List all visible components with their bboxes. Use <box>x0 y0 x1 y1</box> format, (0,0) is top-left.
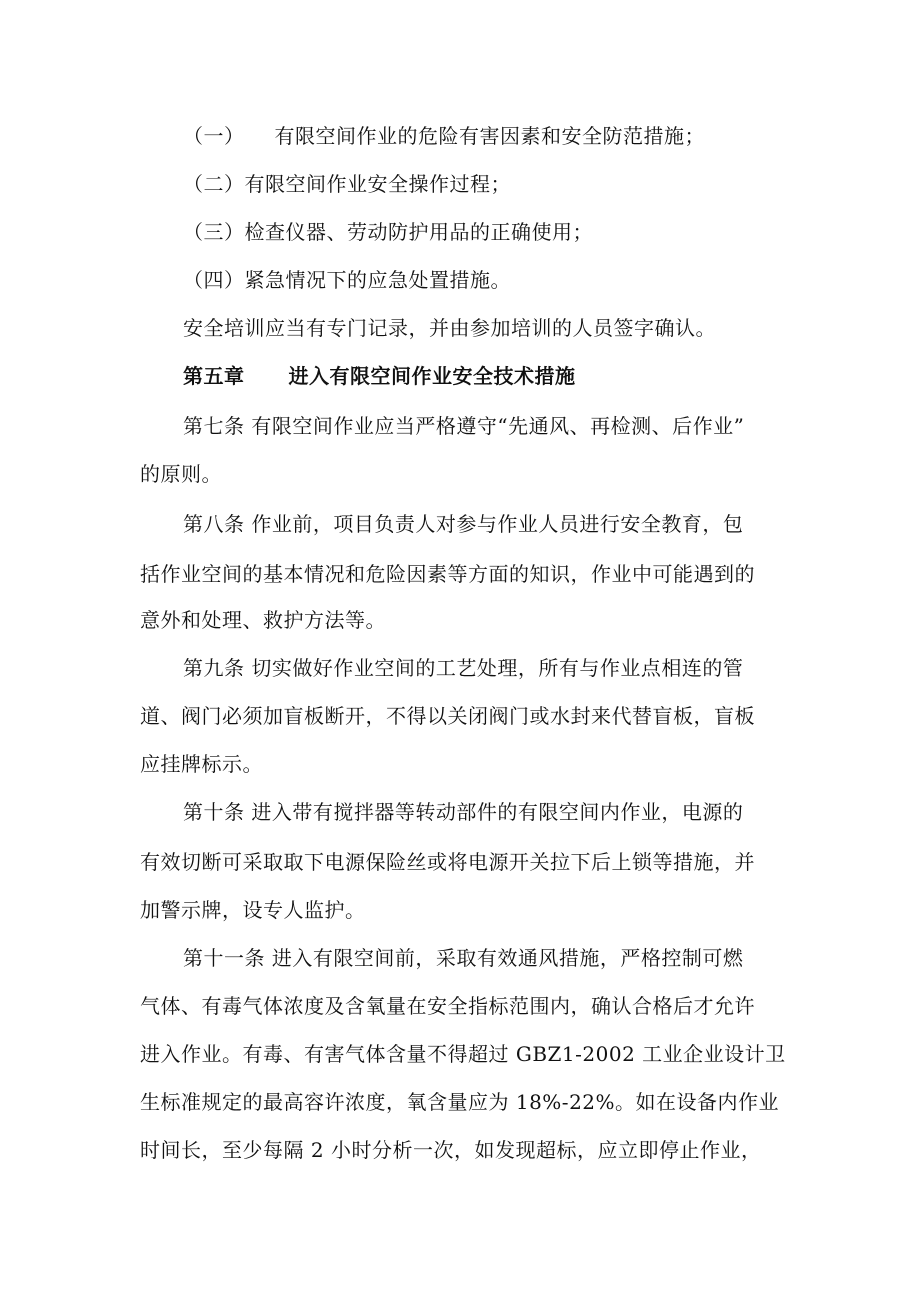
list-marker: （一） <box>183 124 245 148</box>
article-9-line-1: 第九条 切实做好作业空间的工艺处理，所有与作业点相连的管 <box>183 656 744 680</box>
article-10-line-3: 加警示牌，设专人监护。 <box>140 898 366 922</box>
list-text: 有限空间作业安全操作过程； <box>244 172 511 196</box>
article-7-line-1: 第七条 有限空间作业应当严格遵守“先通风、再检测、后作业” <box>183 414 745 438</box>
article-9-line-2: 道、阀门必须加盲板断开，不得以关闭阀门或水封来代替盲板，盲板 <box>140 704 755 728</box>
article-10-line-2: 有效切断可采取取下电源保险丝或将电源开关拉下后上锁等措施，并 <box>140 850 755 874</box>
article-11-line-5: 时间长，至少每隔 2 小时分析一次，如发现超标，应立即停止作业， <box>140 1138 762 1162</box>
chapter-number: 第五章 <box>183 364 245 388</box>
list-marker: （三） <box>183 220 245 244</box>
article-8-line-3: 意外和处理、救护方法等。 <box>140 608 386 632</box>
list-item-4 <box>183 268 511 292</box>
chapter-title: 进入有限空间作业安全技术措施 <box>288 364 576 388</box>
list-item-3 <box>183 220 593 244</box>
list-text: 紧急情况下的应急处置措施。 <box>244 268 511 292</box>
list-item-1 <box>183 124 705 148</box>
article-8-line-2: 括作业空间的基本情况和危险因素等方面的知识，作业中可能遇到的 <box>140 562 755 586</box>
article-10-line-1: 第十条 进入带有搅拌器等转动部件的有限空间内作业，电源的 <box>183 800 744 824</box>
article-7-line-2: 的原则。 <box>140 462 222 486</box>
list-text: 有限空间作业的危险有害因素和安全防范措施； <box>274 124 705 148</box>
list-item-2 <box>183 172 511 196</box>
chapter-heading <box>183 364 576 388</box>
training-note: 安全培训应当有专门记录，并由参加培训的人员签字确认。 <box>183 316 716 340</box>
article-11-line-3: 进入作业。有毒、有害气体含量不得超过 GBZ1-2002 工业企业设计卫 <box>140 1042 786 1066</box>
list-text: 检查仪器、劳动防护用品的正确使用； <box>244 220 593 244</box>
list-marker: （二） <box>183 172 245 196</box>
article-11-line-4: 生标准规定的最高容许浓度，氧含量应为 18%-22%。如在设备内作业 <box>140 1090 780 1114</box>
article-11-line-2: 气体、有毒气体浓度及含氧量在安全指标范围内，确认合格后才允许 <box>140 994 755 1018</box>
article-8-line-1: 第八条 作业前，项目负责人对参与作业人员进行安全教育，包 <box>183 512 744 536</box>
article-11-line-1: 第十一条 进入有限空间前，采取有效通风措施，严格控制可燃 <box>183 946 744 970</box>
article-9-line-3: 应挂牌标示。 <box>140 752 263 776</box>
list-marker: （四） <box>183 268 245 292</box>
